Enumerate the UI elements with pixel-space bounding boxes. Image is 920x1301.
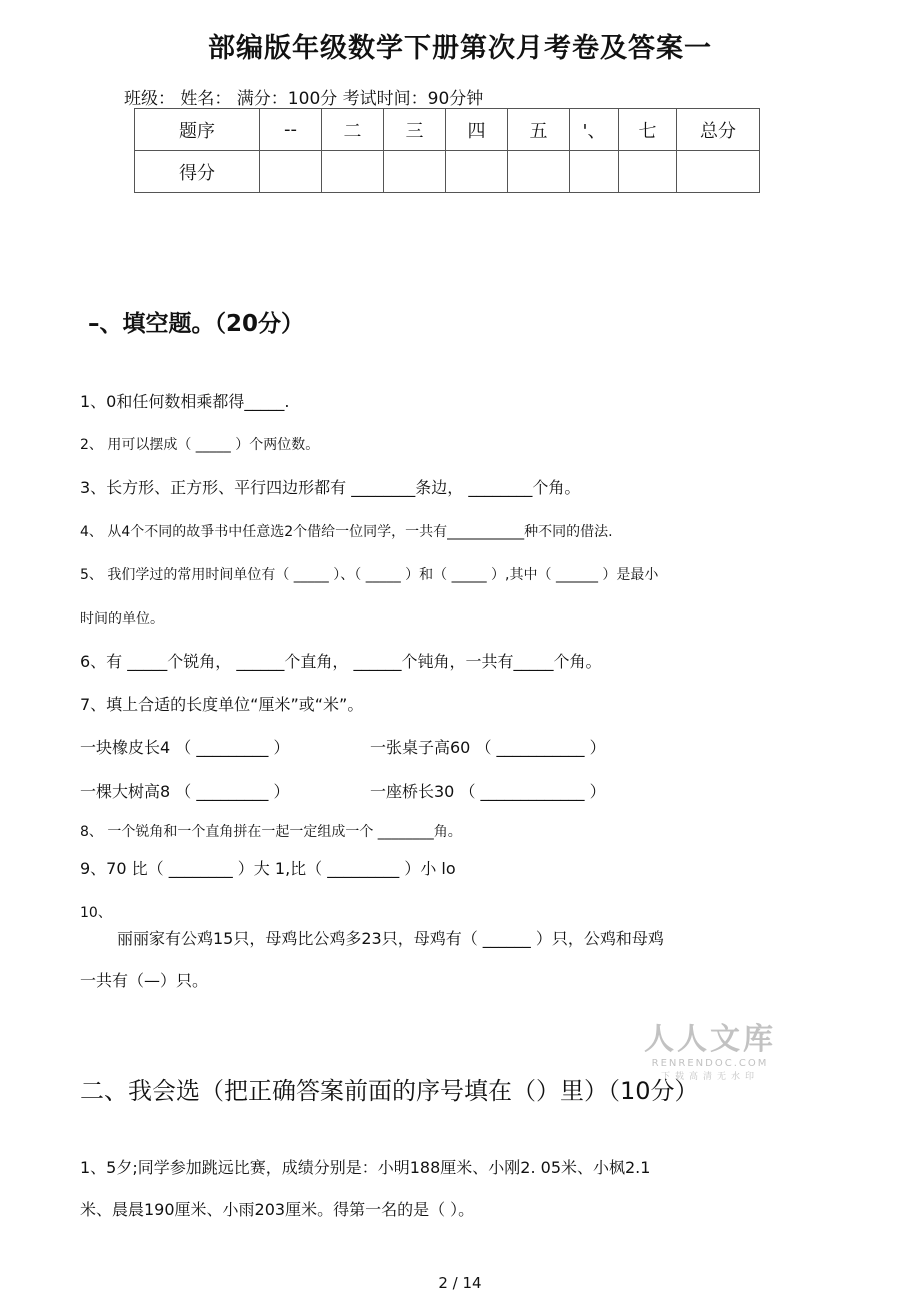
question-7-item-a: 一块橡皮长4 （ _________ ） [80,738,290,757]
column-1: -- [260,109,322,151]
score-cell [570,151,619,193]
column-6: '、 [570,109,619,151]
column-total: 总分 [677,109,760,151]
question-10-line1: 丽丽家有公鸡15只，母鸡比公鸡多23只，母鸡有（ ______ ）只，公鸡和母鸡 [117,929,664,948]
question-8: 8、 一个锐角和一个直角拼在一起一定组成一个 ________角。 [80,824,462,840]
row-header-score: 得分 [135,151,260,193]
section1-heading: –、填空题。（20分） [88,311,305,337]
exam-info-line: 班级： 姓名： 满分：100分 考试时间：90分钟 [124,89,484,109]
column-5: 五 [508,109,570,151]
page-indicator: 2 / 14 [438,1274,482,1292]
score-cell [260,151,322,193]
question-3: 3、长方形、正方形、平行四边形都有 ________条边， ________个角。 [80,478,581,497]
section2-question-1-line1: 1、5夕;同学参加跳远比赛，成绩分别是：小明188厘米、小刚2. 05米、小枫2.1 [80,1158,651,1177]
column-4: 四 [446,109,508,151]
question-7: 7、填上合适的长度单位“厘米”或“米”。 [80,695,364,714]
question-7-item-b: 一张桌子高60 （ ___________ ） [370,738,606,757]
section2-heading: 二、我会选（把正确答案前面的序号填在（）里）（10分） [80,1077,699,1105]
score-cell [508,151,570,193]
column-3: 三 [384,109,446,151]
watermark-brand: 人人文库 [644,1022,776,1057]
question-1: 1、0和任何数相乘都得_____. [80,392,290,411]
document-title: 部编版年级数学下册第次月考卷及答案一 [208,33,712,64]
question-6: 6、有 _____个锐角， ______个直角， ______个钝角，一共有_____个角。 [80,652,602,671]
row-header-number: 题序 [135,109,260,151]
question-5-line1: 5、 我们学过的常用时间单位有（ _____ ）、（ _____ ）和（ _____ ）,其中（ ______ ）是最小 [80,567,659,583]
watermark-tagline: 下载高清无水印 [660,1072,759,1082]
score-cell [677,151,760,193]
score-cell [446,151,508,193]
column-7: 七 [619,109,677,151]
question-7-item-d: 一座桥长30 （ _____________ ） [370,782,606,801]
section2-question-1-line2: 米、晨晨190厘米、小雨203厘米。得第一名的是（ ）。 [80,1200,475,1219]
score-table [134,108,760,193]
question-4: 4、 从4个不同的故爭书中任意选2个借给一位同学，一共有___________种不同的借法. [80,524,613,540]
question-9: 9、70 比（ ________ ）大 1,比（ _________ ）小 lo [80,859,456,878]
question-10-line2: 一共有（—）只。 [80,971,209,990]
score-table-score-row [135,151,760,193]
score-cell [384,151,446,193]
score-cell [619,151,677,193]
question-7-item-c: 一棵大树高8 （ _________ ） [80,782,290,801]
score-cell [322,151,384,193]
watermark-domain: RENRENDOC.COM [651,1058,769,1069]
question-5-line2: 时间的单位。 [80,611,164,627]
question-10-number: 10、 [80,905,112,921]
column-2: 二 [322,109,384,151]
score-table-header-row [135,109,760,151]
question-2: 2、 用可以摆成（ _____ ）个两位数。 [80,437,320,453]
